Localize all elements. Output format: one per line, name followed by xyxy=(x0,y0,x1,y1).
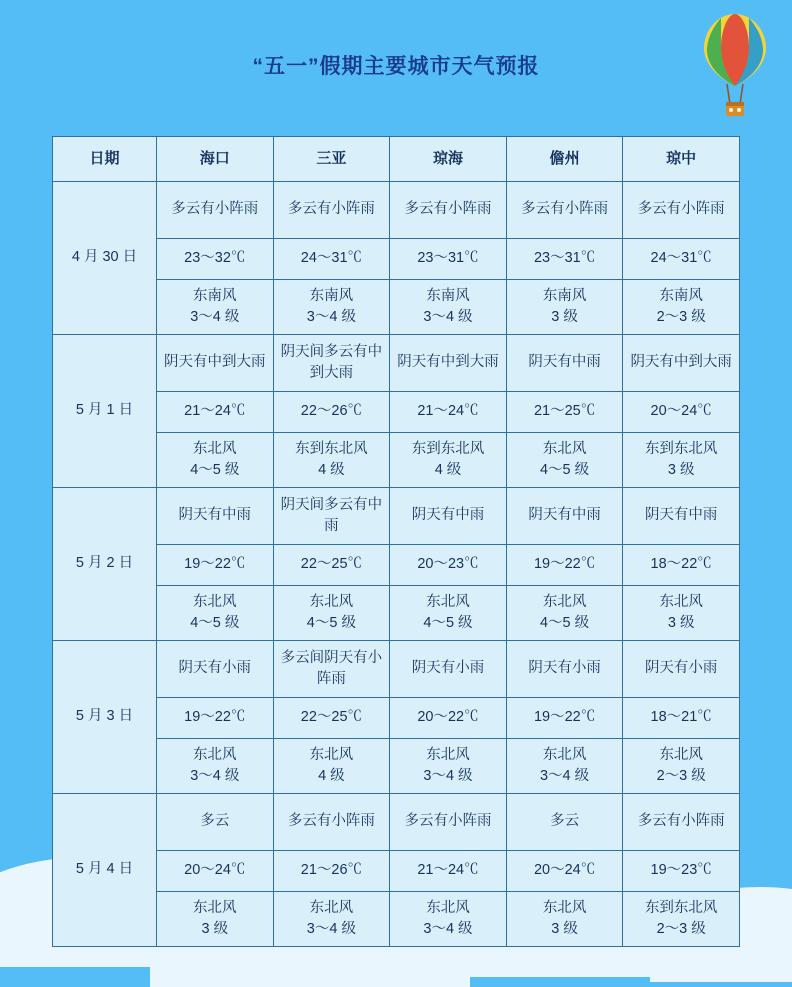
table-row xyxy=(53,488,740,545)
wind-cell: 东北风 3～4 级 xyxy=(390,892,507,947)
temperature-cell: 21～24℃ xyxy=(390,851,507,892)
wind-cell: 东北风 2～3 级 xyxy=(623,739,740,794)
temperature-cell: 23～32℃ xyxy=(157,239,274,280)
temperature-cell: 19～23℃ xyxy=(623,851,740,892)
temperature-cell: 18～22℃ xyxy=(623,545,740,586)
wind-cell: 东北风 4～5 级 xyxy=(506,586,623,641)
table-row xyxy=(53,739,740,794)
temperature-cell: 22～25℃ xyxy=(273,698,390,739)
weather-cell: 多云有小阵雨 xyxy=(157,182,274,239)
weather-cell: 阴天有中到大雨 xyxy=(623,335,740,392)
wind-cell: 东北风 3～4 级 xyxy=(506,739,623,794)
table-row xyxy=(53,586,740,641)
weather-cell: 多云间阴天有小阵雨 xyxy=(273,641,390,698)
table-row xyxy=(53,892,740,947)
weather-cell: 阴天间多云有中雨 xyxy=(273,488,390,545)
temperature-cell: 19～22℃ xyxy=(506,698,623,739)
forecast-table-container xyxy=(52,136,740,947)
column-header-qiongzhong: 琼中 xyxy=(623,137,740,182)
weather-cell: 多云有小阵雨 xyxy=(623,794,740,851)
weather-cell: 阴天有中雨 xyxy=(157,488,274,545)
weather-cell: 多云 xyxy=(506,794,623,851)
temperature-cell: 20～23℃ xyxy=(390,545,507,586)
column-header-date: 日期 xyxy=(53,137,157,182)
temperature-cell: 20～22℃ xyxy=(390,698,507,739)
weather-cell: 阴天间多云有中到大雨 xyxy=(273,335,390,392)
temperature-cell: 23～31℃ xyxy=(390,239,507,280)
weather-forecast-table xyxy=(52,136,740,947)
temperature-cell: 18～21℃ xyxy=(623,698,740,739)
weather-cell: 阴天有中雨 xyxy=(390,488,507,545)
date-cell: 4 月 30 日 xyxy=(53,182,157,335)
temperature-cell: 20～24℃ xyxy=(157,851,274,892)
table-row xyxy=(53,851,740,892)
table-row xyxy=(53,239,740,280)
wind-cell: 东南风 3～4 级 xyxy=(390,280,507,335)
table-row xyxy=(53,392,740,433)
date-cell: 5 月 2 日 xyxy=(53,488,157,641)
column-header-danzhou: 儋州 xyxy=(506,137,623,182)
weather-cell: 阴天有中雨 xyxy=(623,488,740,545)
table-row xyxy=(53,545,740,586)
temperature-cell: 19～22℃ xyxy=(157,545,274,586)
column-header-sanya: 三亚 xyxy=(273,137,390,182)
wind-cell: 东北风 4～5 级 xyxy=(506,433,623,488)
temperature-cell: 24～31℃ xyxy=(623,239,740,280)
table-row xyxy=(53,433,740,488)
temperature-cell: 22～26℃ xyxy=(273,392,390,433)
weather-cell: 阴天有小雨 xyxy=(506,641,623,698)
temperature-cell: 21～24℃ xyxy=(390,392,507,433)
page-title: “五一”假期主要城市天气预报 xyxy=(252,55,540,78)
temperature-cell: 20～24℃ xyxy=(506,851,623,892)
weather-cell: 阴天有小雨 xyxy=(157,641,274,698)
weather-cell: 多云有小阵雨 xyxy=(390,794,507,851)
weather-cell: 阴天有中到大雨 xyxy=(390,335,507,392)
weather-cell: 多云有小阵雨 xyxy=(390,182,507,239)
wind-cell: 东北风 3 级 xyxy=(157,892,274,947)
weather-cell: 阴天有中雨 xyxy=(506,488,623,545)
table-row xyxy=(53,182,740,239)
column-header-haikou: 海口 xyxy=(157,137,274,182)
weather-cell: 多云有小阵雨 xyxy=(273,182,390,239)
wind-cell: 东北风 4～5 级 xyxy=(273,586,390,641)
column-header-qionghai: 琼海 xyxy=(390,137,507,182)
wind-cell: 东到东北风 3 级 xyxy=(623,433,740,488)
temperature-cell: 22～25℃ xyxy=(273,545,390,586)
wind-cell: 东到东北风 4 级 xyxy=(273,433,390,488)
table-row xyxy=(53,698,740,739)
temperature-cell: 24～31℃ xyxy=(273,239,390,280)
weather-cell: 多云有小阵雨 xyxy=(273,794,390,851)
temperature-cell: 19～22℃ xyxy=(506,545,623,586)
wind-cell: 东北风 4～5 级 xyxy=(157,433,274,488)
wind-cell: 东南风 3 级 xyxy=(506,280,623,335)
wind-cell: 东北风 4～5 级 xyxy=(390,586,507,641)
wind-cell: 东北风 3～4 级 xyxy=(390,739,507,794)
temperature-cell: 20～24℃ xyxy=(623,392,740,433)
temperature-cell: 23～31℃ xyxy=(506,239,623,280)
wind-cell: 东北风 4 级 xyxy=(273,739,390,794)
wind-cell: 东到东北风 4 级 xyxy=(390,433,507,488)
table-row xyxy=(53,280,740,335)
table-row xyxy=(53,335,740,392)
table-header-row xyxy=(53,137,740,182)
temperature-cell: 21～25℃ xyxy=(506,392,623,433)
wind-cell: 东南风 3～4 级 xyxy=(157,280,274,335)
wind-cell: 东北风 3～4 级 xyxy=(273,892,390,947)
weather-cell: 多云有小阵雨 xyxy=(506,182,623,239)
wind-cell: 东北风 3 级 xyxy=(506,892,623,947)
date-cell: 5 月 4 日 xyxy=(53,794,157,947)
weather-cell: 多云有小阵雨 xyxy=(623,182,740,239)
temperature-cell: 19～22℃ xyxy=(157,698,274,739)
wind-cell: 东南风 2～3 级 xyxy=(623,280,740,335)
table-row xyxy=(53,641,740,698)
weather-cell: 阴天有中雨 xyxy=(506,335,623,392)
weather-cell: 多云 xyxy=(157,794,274,851)
wind-cell: 东北风 3～4 级 xyxy=(157,739,274,794)
wind-cell: 东到东北风 2～3 级 xyxy=(623,892,740,947)
date-cell: 5 月 1 日 xyxy=(53,335,157,488)
wind-cell: 东北风 4～5 级 xyxy=(157,586,274,641)
weather-cell: 阴天有小雨 xyxy=(390,641,507,698)
weather-cell: 阴天有小雨 xyxy=(623,641,740,698)
wind-cell: 东北风 3 级 xyxy=(623,586,740,641)
temperature-cell: 21～24℃ xyxy=(157,392,274,433)
weather-cell: 阴天有中到大雨 xyxy=(157,335,274,392)
wind-cell: 东南风 3～4 级 xyxy=(273,280,390,335)
forecast-table-body xyxy=(53,182,740,947)
date-cell: 5 月 3 日 xyxy=(53,641,157,794)
table-row xyxy=(53,794,740,851)
temperature-cell: 21～26℃ xyxy=(273,851,390,892)
